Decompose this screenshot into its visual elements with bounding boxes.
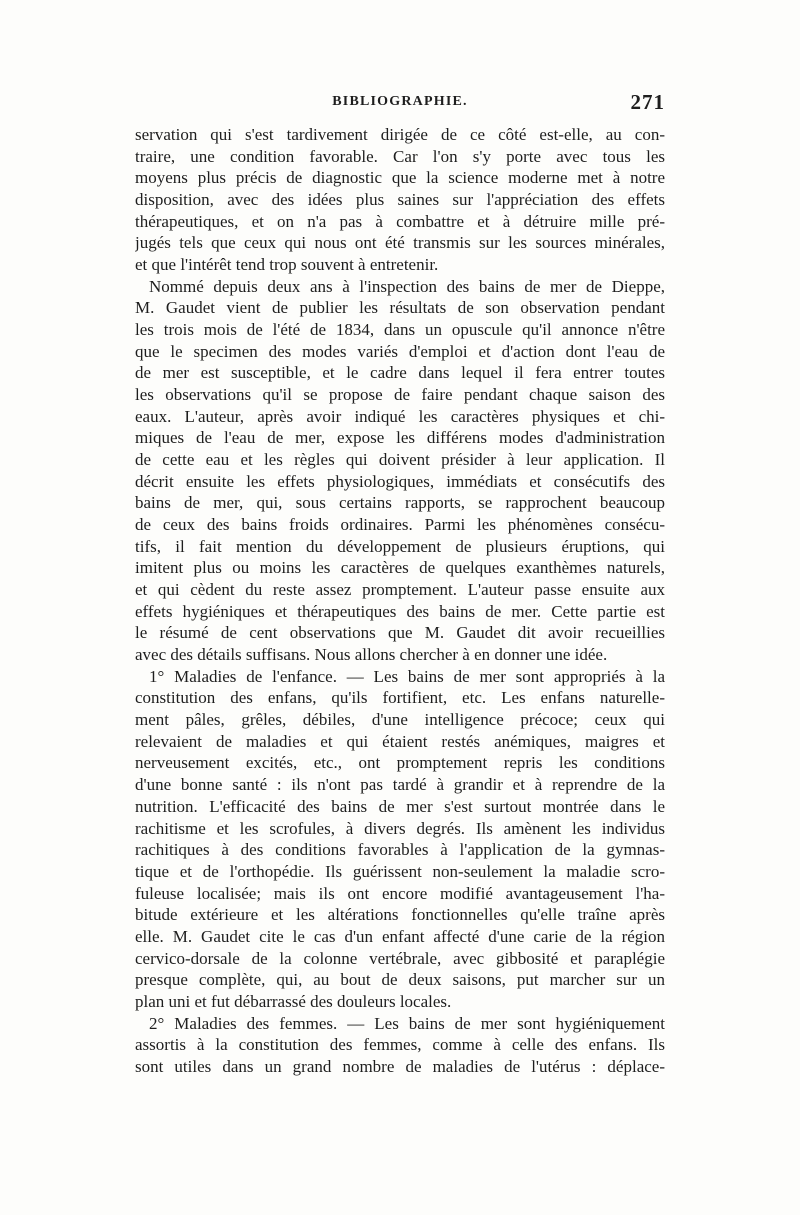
text-line: avec des détails suffisans. Nous allons chercher à en donner une idée.: [135, 645, 608, 665]
text-line: disposition, avec des idées plus saines sur l'appréciation des effets: [135, 190, 665, 210]
text-line: de mer est susceptible, et le cadre dans lequel il fera entrer toutes: [135, 363, 665, 383]
text-line: et qui cèdent du reste assez promptement. L'auteur passe ensuite aux: [135, 580, 665, 600]
text-line: traire, une condition favorable. Car l'on s'y porte avec tous les: [135, 146, 665, 166]
text-line: tifs, il fait mention du développement de plusieurs éruptions, qui: [135, 536, 665, 556]
text-line: de cette eau et les règles qui doivent présider à leur application. Il: [135, 450, 665, 470]
text-line: servation qui s'est tardivement dirigée de ce côté est-elle, au con-: [135, 125, 665, 144]
text-line: eaux. L'auteur, après avoir indiqué les caractères physiques et chi-: [135, 406, 665, 426]
text-line: rachitiques à des conditions favorables à l'application de la gymnas-: [135, 840, 665, 860]
text-line: jugés tels que ceux qui nous ont été transmis sur les sources minérales,: [135, 233, 665, 253]
text-line: 1° Maladies de l'enfance. — Les bains de mer sont appropriés à la: [149, 666, 665, 686]
text-line: bains de mer, qui, sous certains rapports, se rapprochent beaucoup: [135, 493, 665, 513]
page-number: 271: [630, 90, 665, 114]
text-line: effets hygiéniques et thérapeutiques des bains de mer. Cette partie est: [135, 601, 665, 621]
text-line: cervico-dorsale de la colonne vertébrale, avec gibbosité et paraplégie: [135, 948, 665, 968]
text-line: moyens plus précis de diagnostic que la science moderne met à notre: [135, 168, 665, 188]
text-line: les observations qu'il se propose de faire pendant chaque saison des: [135, 385, 665, 405]
text-line: et que l'intérêt tend trop souvent à entretenir.: [135, 255, 439, 275]
text-line: fuleuse localisée; mais ils ont encore modifié avantageusement l'ha-: [135, 883, 665, 903]
running-title: BIBLIOGRAPHIE.: [332, 94, 468, 109]
text-line: sont utiles dans un grand nombre de maladies de l'utérus : déplace-: [135, 1056, 665, 1076]
text-line: assortis à la constitution des femmes, comme à celle des enfans. Ils: [135, 1035, 665, 1055]
text-line: tique et de l'orthopédie. Ils guérissent non-seulement la maladie scro-: [135, 861, 665, 881]
body-text: [135, 124, 665, 1078]
text-line: que le specimen des modes variés d'emploi et d'action dont l'eau de: [135, 341, 665, 361]
text-line: Nommé depuis deux ans à l'inspection des bains de mer de Dieppe,: [149, 276, 665, 296]
text-line: M. Gaudet vient de publier les résultats de son observation pendant: [135, 298, 665, 318]
text-line: ment pâles, grêles, débiles, d'une intelligence précoce; ceux qui: [135, 710, 665, 730]
text-line: d'une bonne santé : ils n'ont pas tardé à grandir et à reprendre de la: [135, 775, 665, 795]
text-line: constitution des enfans, qu'ils fortifient, etc. Les enfans naturelle-: [135, 688, 665, 708]
text-line: 2° Maladies des femmes. — Les bains de mer sont hygiéniquement: [149, 1013, 665, 1033]
text-line: nutrition. L'efficacité des bains de mer s'est surtout montrée dans le: [135, 796, 665, 816]
text-line: plan uni et fut débarrassé des douleurs locales.: [135, 991, 452, 1011]
text-line: décrit ensuite les effets physiologiques, immédiats et consécutifs des: [135, 471, 665, 491]
text-line: relevaient de maladies et qui étaient restés anémiques, maigres et: [135, 731, 665, 751]
text-line: nerveusement excités, etc., ont promptement repris les conditions: [135, 753, 665, 773]
text-line: elle. M. Gaudet cite le cas d'un enfant affecté d'une carie de la région: [135, 926, 665, 946]
running-head: [135, 92, 665, 116]
text-line: thérapeutiques, et on n'a pas à combattre et à détruire mille pré-: [135, 211, 665, 231]
text-line: le résumé de cent observations que M. Gaudet dit avoir recueillies: [135, 623, 665, 643]
text-line: de ceux des bains froids ordinaires. Parmi les phénomènes consécu-: [135, 515, 665, 535]
text-line: les trois mois de l'été de 1834, dans un opuscule qu'il annonce n'être: [135, 320, 665, 340]
text-line: miques de l'eau de mer, expose les différens modes d'administration: [135, 428, 665, 448]
text-line: bitude extérieure et les altérations fonctionnelles qu'elle traîne après: [135, 905, 665, 925]
text-line: imitent plus ou moins les caractères de quelques exanthèmes naturels,: [135, 558, 665, 578]
text-line: presque complète, qui, au bout de deux saisons, put marcher sur un: [135, 970, 665, 990]
text-line: rachitisme et les scrofules, à divers degrés. Ils amènent les individus: [135, 818, 665, 838]
